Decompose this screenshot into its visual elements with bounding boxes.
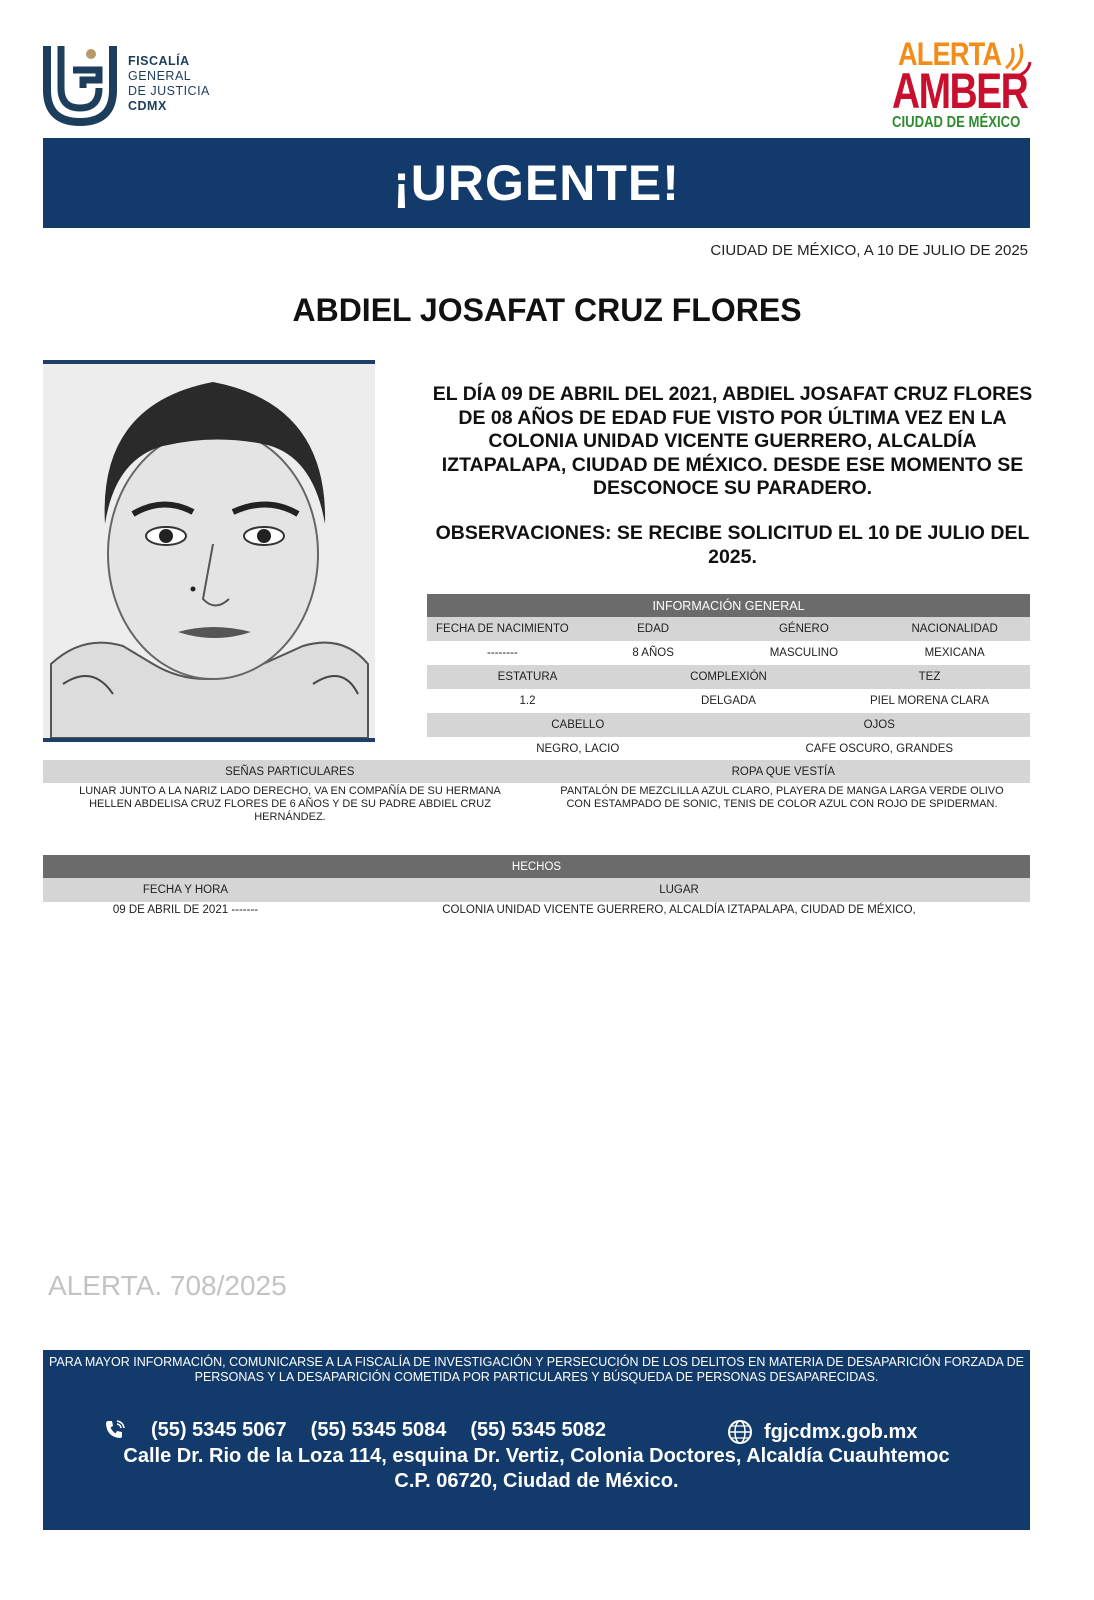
amber-logo-line-3: CIUDAD DE MÉXICO — [892, 114, 1021, 131]
ropa-value: PANTALÓN DE MEZCLILLA AZUL CLARO, PLAYERA DE MANGA LARGA VERDE OLIVO CON ESTAMPADO DE SONIC, TENIS DE COLOR AZUL CON ROJO DE SPIDERMAN. — [560, 785, 1004, 810]
gender-label: GÉNERO — [778, 623, 829, 635]
build-label: COMPLEXIÓN — [690, 671, 767, 683]
alert-number: ALERTA. 708/2025 — [48, 1270, 287, 1301]
hechos-values — [43, 902, 1030, 918]
hechos-title: HECHOS — [511, 860, 562, 873]
missing-person-sketch — [43, 360, 375, 742]
urgent-banner: ¡URGENTE! — [43, 138, 1030, 228]
portrait-sketch-image — [43, 364, 375, 738]
missing-person-name: ABDIEL JOSAFAT CRUZ FLORES — [292, 292, 802, 328]
senas-label: SEÑAS PARTICULARES — [225, 765, 355, 778]
gender-value: MASCULINO — [769, 647, 839, 659]
org-line-4: CDMX — [128, 99, 167, 113]
info-row2-headers — [427, 665, 1030, 689]
birthdate-value: -------- — [487, 647, 518, 659]
hair-value: NEGRO, LACIO — [536, 743, 620, 755]
hair-label: CABELLO — [551, 719, 605, 731]
org-line-1: FISCALÍA — [128, 54, 190, 68]
phone-number-2[interactable]: (55) 5345 5084 — [310, 1418, 447, 1441]
fgj-emblem-icon — [43, 40, 121, 126]
age-label: EDAD — [637, 623, 670, 635]
nationality-value: MEXICANA — [924, 647, 985, 659]
description-text: EL DÍA 09 DE ABRIL DEL 2021, ABDIEL JOSAFAT CRUZ FLORES DE 08 AÑOS DE EDAD FUE VISTO POR ÚLTIMA VEZ EN LA COLONIA UNIDAD VICENTE GUERRERO, ALCALDÍA IZTAPALAPA, CIUDAD DE MÉXICO. DESDE ESE MOMENTO SE DESCONOCE SU PARADERO. — [432, 383, 1033, 499]
address — [43, 1444, 1030, 1494]
contact-footer — [43, 1350, 1030, 1530]
height-label: ESTATURA — [497, 671, 558, 683]
phone-number-3[interactable]: (55) 5345 5082 — [470, 1418, 607, 1441]
hechos-header — [43, 855, 1030, 878]
age-value: 8 AÑOS — [632, 647, 674, 659]
contact-info-text: PARA MAYOR INFORMACIÓN, COMUNICARSE A LA FISCALÍA DE INVESTIGACIÓN Y PERSECUCIÓN DE LOS DELITOS EN MATERIA DE DESAPARICIÓN FORZADA DE PERSONAS Y LA DESAPARICIÓN COMETIDA POR PARTICULARES Y BÚSQUEDA DE PERSONAS DESAPARECIDAS. — [49, 1355, 1024, 1384]
info-row1-values — [427, 641, 1030, 665]
lugar-value: COLONIA UNIDAD VICENTE GUERRERO, ALCALDÍA IZTAPALAPA, CIUDAD DE MÉXICO, — [442, 904, 916, 916]
birthdate-label: FECHA DE NACIMIENTO — [436, 623, 569, 635]
info-row3-values — [427, 737, 1030, 761]
alerta-amber-logo — [890, 36, 1040, 136]
signal-waves-icon — [1002, 40, 1032, 80]
observations-text: OBSERVACIONES: SE RECIBE SOLICITUD EL 10 DE JULIO DEL 2025. — [435, 522, 1030, 568]
eyes-label: OJOS — [863, 719, 895, 731]
nationality-label: NACIONALIDAD — [911, 623, 998, 635]
phone-icon — [103, 1418, 127, 1442]
org-line-2: GENERAL — [128, 69, 192, 83]
fgj-logo-text — [128, 54, 210, 114]
build-value: DELGADA — [701, 695, 756, 707]
globe-icon — [726, 1418, 754, 1446]
features-headers — [43, 760, 1030, 783]
info-row2-values — [427, 689, 1030, 713]
senas-value: LUNAR JUNTO A LA NARIZ LADO DERECHO, VA EN COMPAÑÍA DE SU HERMANA HELLEN ABDELISA CRUZ FLORES DE 6 AÑOS Y DE SU PADRE ABDIEL CRUZ HERNÁNDEZ. — [79, 785, 501, 823]
eyes-value: CAFE OSCURO, GRANDES — [805, 743, 954, 755]
website — [726, 1418, 917, 1446]
fecha-hora-value: 09 DE ABRIL DE 2021 ------- — [112, 904, 259, 916]
lugar-label: LUGAR — [659, 884, 699, 896]
hechos-subheaders — [43, 878, 1030, 902]
org-line-3: DE JUSTICIA — [128, 84, 210, 98]
fgj-logo — [43, 40, 233, 130]
phone-numbers — [103, 1418, 606, 1442]
skin-label: TEZ — [918, 671, 941, 683]
address-line-2: C.P. 06720, Ciudad de México. — [394, 1470, 679, 1492]
website-link[interactable]: fgjcdmx.gob.mx — [764, 1420, 918, 1443]
info-row3-headers — [427, 713, 1030, 737]
height-value: 1.2 — [519, 695, 536, 707]
info-row1-headers — [427, 617, 1030, 641]
info-general-header — [427, 594, 1030, 617]
info-general-title: INFORMACIÓN GENERAL — [652, 598, 805, 613]
address-line-1: Calle Dr. Rio de la Loza 114, esquina Dr. Vertiz, Colonia Doctores, Alcaldía Cuauhtemoc — [123, 1445, 950, 1467]
skin-value: PIEL MORENA CLARA — [869, 695, 990, 707]
amber-logo-line-1: ALERTA — [898, 36, 1002, 72]
ropa-label: ROPA QUE VESTÍA — [731, 765, 835, 778]
phone-number-1[interactable]: (55) 5345 5067 — [151, 1418, 287, 1441]
amber-logo-line-2: AMBER — [892, 63, 1028, 119]
fecha-hora-label: FECHA Y HORA — [142, 884, 229, 896]
document-date: CIUDAD DE MÉXICO, A 10 DE JULIO DE 2025 — [710, 242, 1028, 259]
